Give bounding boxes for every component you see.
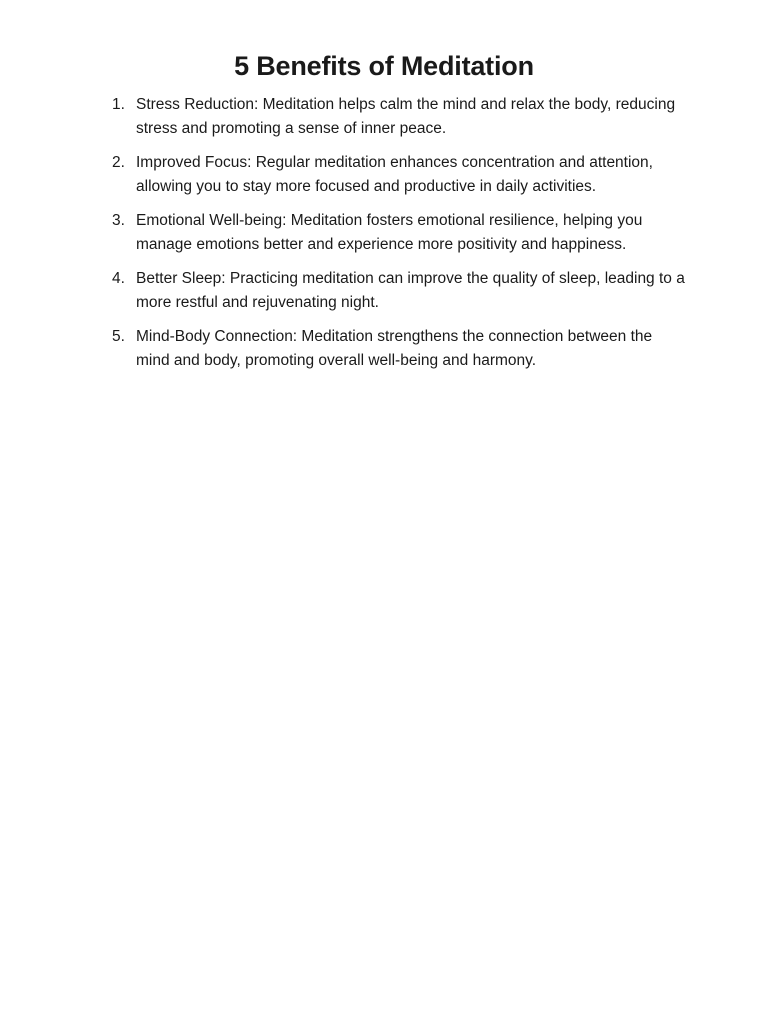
list-item bbox=[100, 209, 690, 257]
list-item bbox=[100, 151, 690, 199]
list-item-text: Stress Reduction: Meditation helps calm the mind and relax the body, reducing stress and promoting a sense of inner peace. bbox=[136, 96, 676, 137]
list-item-text: Improved Focus: Regular meditation enhances concentration and attention, allowing you to stay more focused and productive in daily activities. bbox=[136, 154, 653, 195]
list-item-text: Better Sleep: Practicing meditation can improve the quality of sleep, leading to a more restful and rejuvenating night. bbox=[136, 270, 685, 311]
benefits-list bbox=[100, 93, 690, 383]
page-title: 5 Benefits of Meditation bbox=[234, 51, 534, 81]
list-item-number: 3. bbox=[112, 212, 125, 229]
list-item-text: Mind-Body Connection: Meditation strengthens the connection between the mind and body, promoting overall well-being and harmony. bbox=[136, 328, 653, 369]
list-item-number: 4. bbox=[112, 270, 125, 287]
list-item-number: 2. bbox=[112, 154, 125, 171]
list-item-text: Emotional Well-being: Meditation fosters emotional resilience, helping you manage emotions better and experience more positivity and happiness. bbox=[136, 212, 643, 253]
list-item-number: 5. bbox=[112, 328, 125, 345]
list-item bbox=[100, 93, 690, 141]
list-item-number: 1. bbox=[112, 96, 125, 113]
list-item bbox=[100, 267, 690, 315]
list-item bbox=[100, 325, 690, 373]
